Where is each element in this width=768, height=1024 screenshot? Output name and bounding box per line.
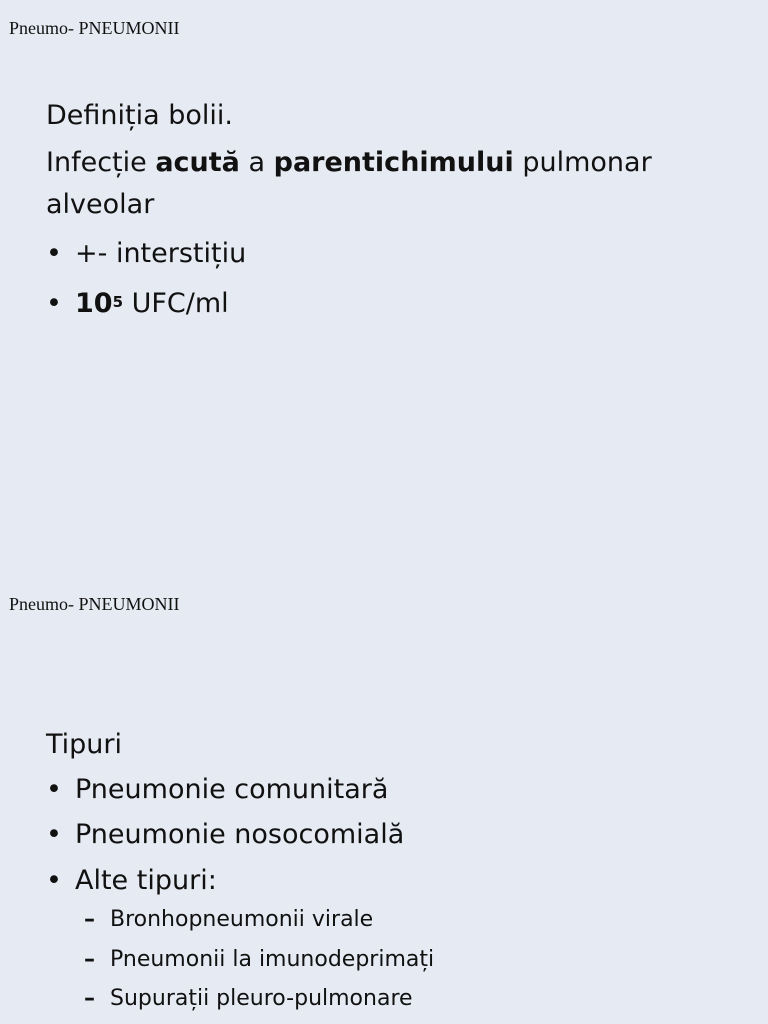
bullet-marker: •: [46, 774, 62, 805]
slide-header: Pneumo- PNEUMONII: [9, 18, 180, 38]
bullet-text: UFC/ml: [123, 288, 229, 319]
bullet-bold-value: 10: [75, 288, 113, 319]
slide-title: Tipuri: [46, 729, 123, 760]
definition-line-continued: alveolar: [46, 189, 155, 220]
definition-line: [46, 147, 652, 179]
bullet-marker: •: [46, 865, 62, 896]
slide-header: Pneumo- PNEUMONII: [9, 594, 180, 614]
bullet-marker: •: [46, 819, 62, 850]
bullet-text: Pneumonie nosocomială: [75, 819, 405, 850]
bullet-item: [46, 865, 217, 897]
sub-text: Supurații pleuro-pulmonare: [110, 986, 413, 1011]
definition-bold-acuta: acută: [155, 147, 240, 178]
slide-title: Definiția bolii.: [46, 100, 233, 131]
bullet-text: Alte tipuri:: [75, 865, 217, 896]
bullet-text: Pneumonie comunitară: [75, 774, 389, 805]
slide-2: [0, 512, 768, 1024]
definition-text: Infecție: [46, 147, 156, 178]
definition-text: pulmonar: [513, 147, 652, 178]
bullet-text: +- interstițiu: [75, 238, 247, 269]
sub-item: [84, 906, 373, 934]
sub-marker: –: [84, 947, 95, 972]
definition-text: a: [239, 147, 274, 178]
bullet-item: [46, 819, 404, 851]
sub-marker: –: [84, 986, 95, 1011]
bullet-marker: •: [46, 238, 62, 269]
sub-item: [84, 985, 413, 1013]
sub-marker: –: [84, 907, 95, 932]
bullet-marker: •: [46, 288, 62, 319]
bullet-item: [46, 288, 229, 320]
bullet-item: [46, 238, 246, 270]
bullet-exponent: 5: [112, 293, 124, 311]
definition-bold-parenchim: parentichimului: [273, 147, 514, 178]
bullet-item: [46, 774, 388, 806]
sub-item: [84, 946, 434, 974]
sub-text: Pneumonii la imunodeprimați: [110, 947, 435, 972]
sub-text: Bronhopneumonii virale: [110, 907, 374, 932]
